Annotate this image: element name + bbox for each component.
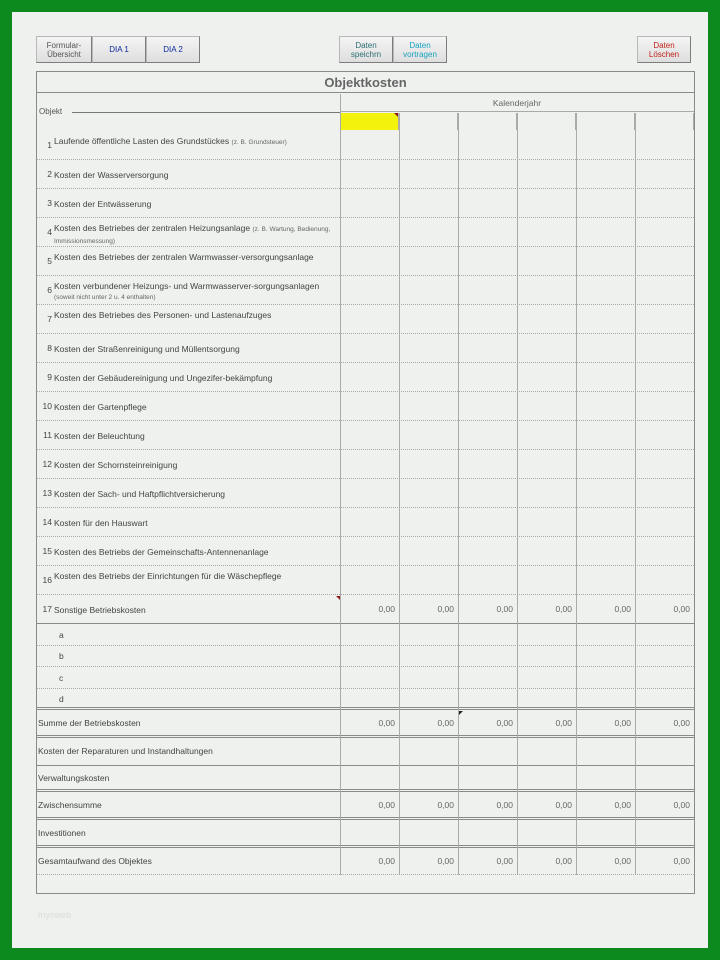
reparaturen-cell-2[interactable] [399,738,458,766]
row-note: (z. B. Grundsteuer) [231,138,287,146]
row-1-cell-2[interactable] [399,131,458,160]
summe-label: Summe der Betriebskosten [38,718,141,728]
sub-a-cell-2[interactable] [399,624,458,646]
row-8-cell-3[interactable] [458,334,517,363]
investitionen-cell-2[interactable] [399,820,458,848]
row-9-cell-1[interactable] [340,363,399,392]
row-12-cell-1[interactable] [340,450,399,479]
objekt-label: Objekt [39,107,63,116]
reparaturen-cell-5[interactable] [576,738,635,766]
row-11-cell-3[interactable] [458,421,517,450]
row-6-cell-4[interactable] [517,276,576,305]
row-17-value: 0,00 [614,603,631,614]
sub-b-cell-4[interactable] [517,646,576,668]
column-divider [635,113,636,875]
row-10-cell-5[interactable] [576,392,635,421]
sub-b-cell-5[interactable] [576,646,635,668]
row-number: 8 [47,342,52,353]
row-13-cell-4[interactable] [517,479,576,508]
row-11-cell-6[interactable] [635,421,694,450]
column-divider [576,113,577,875]
row-6-cell-5[interactable] [576,276,635,305]
row-label: Kosten des Betriebs der Einrichtungen für die Wäschepflege [54,570,282,581]
row-11-cell-1[interactable] [340,421,399,450]
row-15-cell-2[interactable] [399,537,458,566]
row-14-cell-4[interactable] [517,508,576,537]
row-15-cell-1[interactable] [340,537,399,566]
row-label: Kosten verbundener Heizungs- und Warmwasserver-sorgungsanlagen (soweit nicht unter 2 u. 4 enthalten) [54,280,320,301]
row-12-cell-2[interactable] [399,450,458,479]
verwaltung-label: Verwaltungskosten [38,773,110,783]
zwischensumme-value: 0,00 [378,800,395,810]
zwischensumme-value: 0,00 [614,800,631,810]
row-number: 14 [42,516,52,527]
reparaturen-label: Kosten der Reparaturen und Instandhaltungen [38,746,213,756]
investitionen-cell-4[interactable] [517,820,576,848]
row-9-cell-3[interactable] [458,363,517,392]
row-5-cell-4[interactable] [517,247,576,276]
row-label: Kosten des Betriebes der zentralen Heizungsanlage (z. B. Wartung, Bedienung, Immissionsmessung) [54,222,331,245]
verwaltung-cell-6[interactable] [635,766,694,792]
gesamt-value: 0,00 [378,855,395,866]
row-7-cell-1[interactable] [340,305,399,334]
row-16-cell-2[interactable] [399,566,458,595]
row-13-cell-2[interactable] [399,479,458,508]
row-note: (z. B. Wartung, Bedienung, Immissionsmessung) [54,225,331,245]
row-12-cell-4[interactable] [517,450,576,479]
row-label: Kosten der Straßenreinigung und Müllentsorgung [54,343,240,354]
row-12-cell-5[interactable] [576,450,635,479]
spreadsheet [12,12,708,948]
sub-c-cell-1[interactable] [340,667,399,689]
row-7-cell-5[interactable] [576,305,635,334]
row-8-cell-1[interactable] [340,334,399,363]
row-1-cell-6[interactable] [635,131,694,160]
sub-row-label: c [59,672,64,683]
row-10-cell-1[interactable] [340,392,399,421]
row-number: 3 [47,197,52,208]
row-5-cell-5[interactable] [576,247,635,276]
investitionen-cell-1[interactable] [340,820,399,848]
zwischensumme-value: 0,00 [496,800,513,810]
kalenderjahr-header: Kalenderjahr [340,94,694,112]
row-label: Kosten der Beleuchtung [54,430,145,441]
row-number: 17 [42,603,52,614]
row-number: 13 [42,487,52,498]
verwaltung-cell-4[interactable] [517,766,576,792]
row-10-cell-6[interactable] [635,392,694,421]
sub-a-cell-3[interactable] [458,624,517,646]
row-3-cell-5[interactable] [576,189,635,218]
row-5-cell-3[interactable] [458,247,517,276]
verwaltung-cell-2[interactable] [399,766,458,792]
sub-a-cell-6[interactable] [635,624,694,646]
year-input-1[interactable] [340,113,399,130]
row-17-value: 0,00 [437,603,454,614]
sub-c-cell-2[interactable] [399,667,458,689]
gesamt-value: 0,00 [496,855,513,866]
sub-row-label: d [59,694,64,705]
verwaltung-cell-3[interactable] [458,766,517,792]
row-11-cell-2[interactable] [399,421,458,450]
row-9-cell-5[interactable] [576,363,635,392]
row-label: Kosten der Entwässerung [54,198,152,209]
row-label: Kosten der Wasserversorgung [54,169,169,180]
column-divider [517,113,518,875]
row-13-cell-3[interactable] [458,479,517,508]
zwischensumme-value: 0,00 [555,800,572,810]
daten-speichern-button[interactable]: Daten speichrn [339,36,393,63]
row-10-cell-4[interactable] [517,392,576,421]
summe-value: 0,00 [614,718,631,728]
row-9-cell-6[interactable] [635,363,694,392]
year-input-4[interactable] [517,113,576,130]
row-7-cell-4[interactable] [517,305,576,334]
row-17-value: 0,00 [673,603,690,614]
verwaltung-cell-1[interactable] [340,766,399,792]
summe-value: 0,00 [378,718,395,728]
row-2-cell-4[interactable] [517,160,576,189]
row-16-cell-6[interactable] [635,566,694,595]
sub-d-cell-5[interactable] [576,689,635,711]
row-15-cell-4[interactable] [517,537,576,566]
row-2-cell-5[interactable] [576,160,635,189]
row-number: 16 [42,574,52,585]
row-1-cell-5[interactable] [576,131,635,160]
row-number: 7 [47,313,52,324]
formular-uebersicht-button[interactable]: Formular- Übersicht [36,36,92,63]
row-16-cell-3[interactable] [458,566,517,595]
gesamt-value: 0,00 [614,855,631,866]
gesamt-value: 0,00 [673,855,690,866]
row-7-cell-3[interactable] [458,305,517,334]
row-number: 4 [47,226,52,237]
daten-vortragen-button[interactable]: Daten vortragen [393,36,447,63]
row-number: 12 [42,458,52,469]
row-4-cell-6[interactable] [635,218,694,247]
row-label: Kosten des Betriebes der zentralen Warmwasser-versorgungsanlage [54,251,314,262]
row-label: Kosten des Betriebes des Personen- und Lastenaufzuges [54,309,272,320]
row-13-cell-1[interactable] [340,479,399,508]
row-4-cell-1[interactable] [340,218,399,247]
investitionen-label: Investitionen [38,828,86,838]
row-6-cell-1[interactable] [340,276,399,305]
row-16-cell-4[interactable] [517,566,576,595]
row-4-cell-2[interactable] [399,218,458,247]
row-number: 11 [43,429,52,440]
sub-d-cell-1[interactable] [340,689,399,711]
year-input-6[interactable] [635,113,694,130]
sub-b-cell-6[interactable] [635,646,694,668]
row-17-value: 0,00 [496,603,513,614]
sub-row-label: a [59,629,64,640]
sub-a-cell-4[interactable] [517,624,576,646]
row-1-cell-1[interactable] [340,131,399,160]
row-15-cell-3[interactable] [458,537,517,566]
row-4-cell-3[interactable] [458,218,517,247]
row-3-cell-2[interactable] [399,189,458,218]
row-9-cell-2[interactable] [399,363,458,392]
sub-a-cell-5[interactable] [576,624,635,646]
row-5-cell-2[interactable] [399,247,458,276]
reparaturen-cell-4[interactable] [517,738,576,766]
summe-value: 0,00 [496,718,513,728]
gesamt-value: 0,00 [437,855,454,866]
sheet-title: Objektkosten [37,72,694,93]
row-11-cell-4[interactable] [517,421,576,450]
daten-loeschen-button[interactable]: Daten Löschen [637,36,691,63]
row-2-cell-3[interactable] [458,160,517,189]
sub-c-cell-6[interactable] [635,667,694,689]
row-16-cell-1[interactable] [340,566,399,595]
comment-marker [459,711,463,715]
dia2-button[interactable]: DIA 2 [146,36,200,63]
summe-value: 0,00 [673,718,690,728]
row-8-cell-6[interactable] [635,334,694,363]
row-6-cell-3[interactable] [458,276,517,305]
row-14-cell-3[interactable] [458,508,517,537]
row-12-cell-3[interactable] [458,450,517,479]
sub-b-cell-2[interactable] [399,646,458,668]
watermark: mysweb [38,910,72,920]
year-input-2[interactable] [399,113,458,130]
dia1-button[interactable]: DIA 1 [92,36,146,63]
reparaturen-cell-6[interactable] [635,738,694,766]
row-label: Sonstige Betriebskosten [54,604,146,615]
year-input-3[interactable] [458,113,517,130]
reparaturen-cell-3[interactable] [458,738,517,766]
year-input-5[interactable] [576,113,635,130]
row-6-cell-6[interactable] [635,276,694,305]
row-3-cell-3[interactable] [458,189,517,218]
zwischensumme-value: 0,00 [673,800,690,810]
row-6-cell-2[interactable] [399,276,458,305]
row-label: Kosten der Gebäudereinigung und Ungezifer-bekämpfung [54,372,273,383]
row-2-cell-1[interactable] [340,160,399,189]
gesamt-value: 0,00 [555,855,572,866]
row-5-cell-6[interactable] [635,247,694,276]
sub-c-cell-4[interactable] [517,667,576,689]
row-16-cell-5[interactable] [576,566,635,595]
row-8-cell-4[interactable] [517,334,576,363]
row-number: 15 [42,545,52,556]
row-7-cell-2[interactable] [399,305,458,334]
row-3-cell-6[interactable] [635,189,694,218]
investitionen-cell-6[interactable] [635,820,694,848]
row-1-cell-4[interactable] [517,131,576,160]
summe-value: 0,00 [437,718,454,728]
row-label: Kosten für den Hauswart [54,517,148,528]
row-label: Kosten der Sach- und Haftpflichtversicherung [54,488,226,499]
row-2-cell-6[interactable] [635,160,694,189]
row-14-cell-5[interactable] [576,508,635,537]
row-5-cell-1[interactable] [340,247,399,276]
gesamt-label: Gesamtaufwand des Objektes [38,855,152,866]
reparaturen-cell-1[interactable] [340,738,399,766]
row-15-cell-5[interactable] [576,537,635,566]
row-13-cell-5[interactable] [576,479,635,508]
sub-a-cell-1[interactable] [340,624,399,646]
objektkosten-table [36,71,695,894]
column-divider [399,113,400,875]
row-number: 1 [47,139,52,150]
row-number: 10 [42,400,52,411]
row-7-cell-6[interactable] [635,305,694,334]
comment-marker [394,113,398,117]
row-number: 6 [47,284,52,295]
row-note: (soweit nicht unter 2 u. 4 enthalten) [54,293,156,301]
investitionen-cell-5[interactable] [576,820,635,848]
row-12-cell-6[interactable] [635,450,694,479]
sub-c-cell-3[interactable] [458,667,517,689]
row-14-cell-2[interactable] [399,508,458,537]
row-label: Kosten der Schornsteinreinigung [54,459,178,470]
row-number: 5 [47,255,52,266]
sub-c-cell-5[interactable] [576,667,635,689]
zwischensumme-label: Zwischensumme [38,800,102,810]
row-8-cell-2[interactable] [399,334,458,363]
sub-row-label: b [59,651,64,662]
row-number: 2 [47,168,52,179]
row-10-cell-3[interactable] [458,392,517,421]
zwischensumme-value: 0,00 [437,800,454,810]
row-4-cell-4[interactable] [517,218,576,247]
sub-d-cell-3[interactable] [458,689,517,711]
row-label: Laufende öffentliche Lasten des Grundstückes (z. B. Grundsteuer) [54,135,287,146]
row-15-cell-6[interactable] [635,537,694,566]
row-17-value: 0,00 [378,603,395,614]
column-divider [340,94,341,875]
row-11-cell-5[interactable] [576,421,635,450]
row-3-cell-4[interactable] [517,189,576,218]
sub-d-cell-4[interactable] [517,689,576,711]
row-13-cell-6[interactable] [635,479,694,508]
row-2-cell-2[interactable] [399,160,458,189]
row-label: Kosten des Betriebs der Gemeinschafts-Antennenanlage [54,546,269,557]
objekt-input-line[interactable] [72,112,340,113]
row-1-cell-3[interactable] [458,131,517,160]
verwaltung-cell-5[interactable] [576,766,635,792]
investitionen-cell-3[interactable] [458,820,517,848]
row-number: 9 [47,371,52,382]
summe-value: 0,00 [555,718,572,728]
sub-d-cell-6[interactable] [635,689,694,711]
row-14-cell-6[interactable] [635,508,694,537]
column-divider [458,113,459,875]
row-label: Kosten der Gartenpflege [54,401,147,412]
sub-d-cell-2[interactable] [399,689,458,711]
row-3-cell-1[interactable] [340,189,399,218]
row-10-cell-2[interactable] [399,392,458,421]
sub-b-cell-1[interactable] [340,646,399,668]
sub-b-cell-3[interactable] [458,646,517,668]
row-4-cell-5[interactable] [576,218,635,247]
row-8-cell-5[interactable] [576,334,635,363]
row-9-cell-4[interactable] [517,363,576,392]
row-14-cell-1[interactable] [340,508,399,537]
row-17-value: 0,00 [555,603,572,614]
